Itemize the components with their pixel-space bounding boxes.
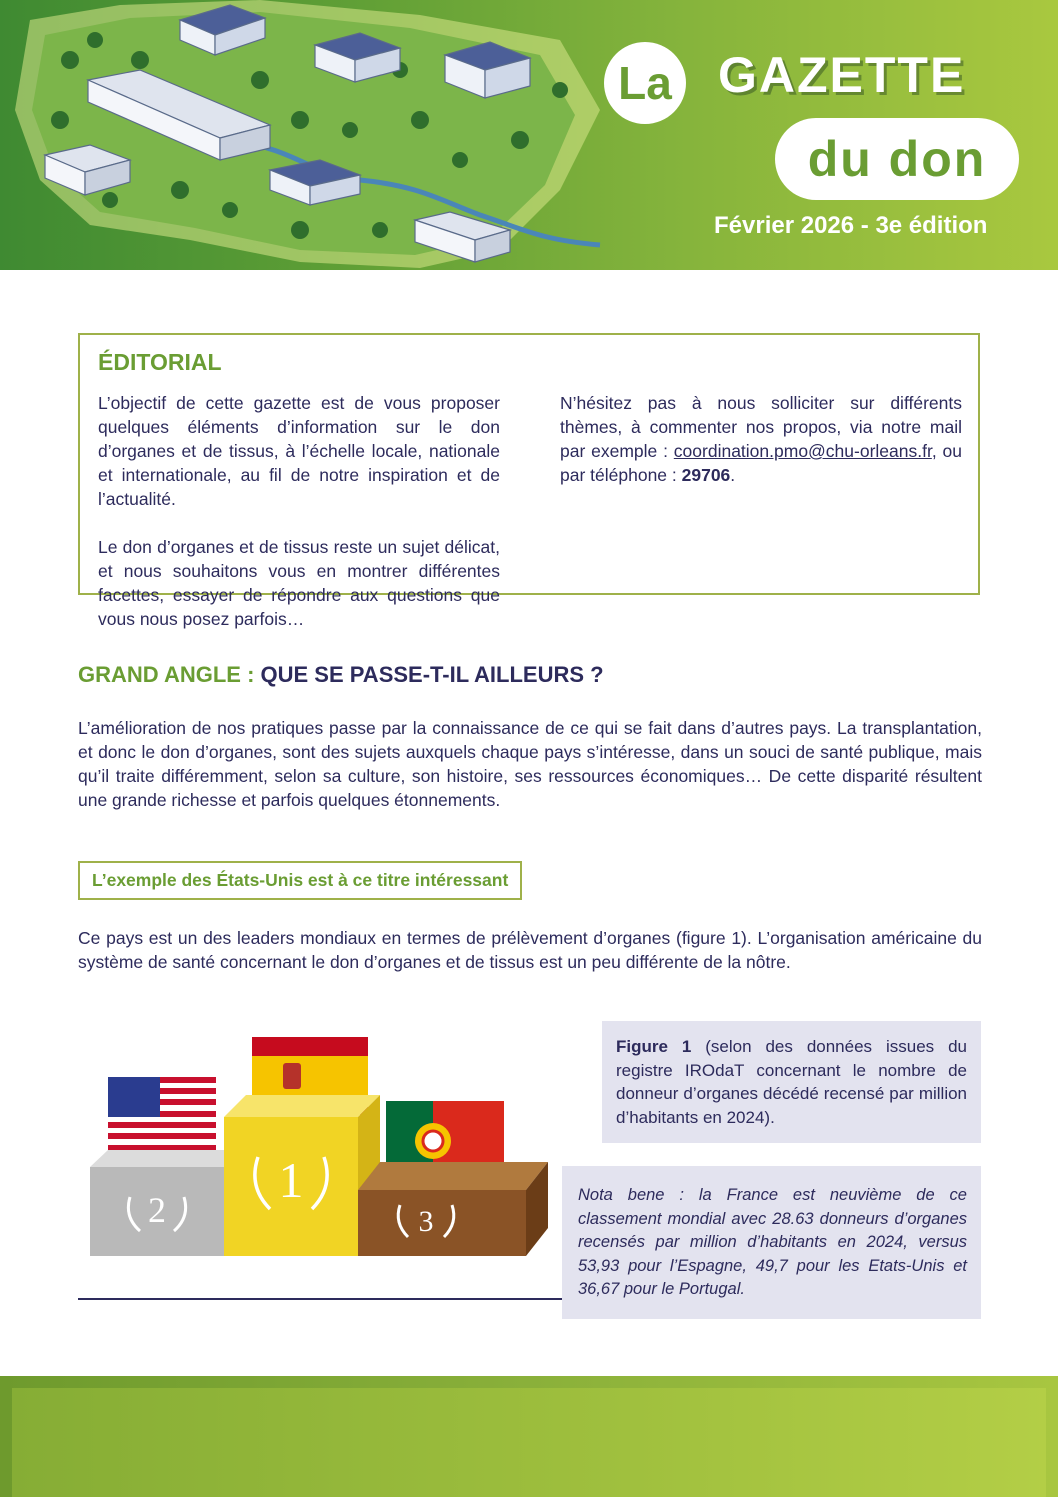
grand-angle-heading [78, 662, 604, 688]
podium-rank-first: 1 [278, 1152, 304, 1208]
usa-flag-icon [108, 1077, 216, 1151]
nota-bene-text: Nota bene : la France est neuvième de ce classement mondial avec 28.63 donneurs d’organes recensés par million d’habitants en 2024, versus 53,93 pour l’Espagne, 49,7 pour les Etats-Unis et 36,67 pour le Portugal. [578, 1186, 967, 1298]
editorial-phone-intro: , ou par téléphone : [560, 441, 962, 485]
phone-number: 29706 [681, 465, 731, 485]
podium-baseline-rule [78, 1298, 562, 1300]
header-banner [0, 0, 1058, 270]
editorial-end: . [730, 465, 736, 485]
editorial-column-left [98, 391, 500, 655]
nota-bene-box [562, 1166, 981, 1319]
editorial-contact-intro: N’hésitez pas à nous solliciter sur différents thèmes, à commenter nos propos, via notre mail par exemple : [560, 393, 962, 461]
figure-caption-text: (selon des données issues du registre IROdaT concernant le nombre de donneur d’organes décédé recensé par million d’habitants en 2024). [616, 1037, 967, 1127]
edition-date: Février 2026 - 3e édition [714, 212, 988, 239]
footer-band [0, 1376, 1058, 1497]
podium-first-place [224, 1095, 380, 1256]
hospital-map-illustration [0, 0, 700, 270]
editorial-paragraph-1: L’objectif de cette gazette est de vous proposer quelques éléments d’information sur le don d’organes et de tissus, à l’échelle locale, nationale et internationale, au fil de notre inspiration et de l’actualité. [98, 393, 500, 509]
usa-example-subheading: L’exemple des États-Unis est à ce titre intéressant [78, 861, 522, 900]
podium-rank-second: 2 [148, 1190, 166, 1230]
editorial-column-right [560, 391, 962, 511]
podium-rank-third: 3 [418, 1205, 434, 1238]
email-link[interactable]: coordination.pmo@chu-orleans.fr [673, 441, 932, 461]
podium-illustration [78, 1025, 558, 1303]
figure-caption-box [602, 1021, 981, 1143]
editorial-title: ÉDITORIAL [98, 349, 222, 375]
podium-second-place [90, 1150, 242, 1256]
podium-third-place [358, 1162, 548, 1256]
footer-inner-band [12, 1388, 1046, 1497]
logo-du-don-pill: du don [775, 118, 1019, 200]
grand-angle-label: GRAND ANGLE : [78, 662, 261, 687]
logo-la-circle: La [604, 42, 686, 124]
grand-angle-title: QUE SE PASSE-T-IL AILLEURS ? [260, 662, 604, 687]
editorial-paragraph-3 [560, 391, 962, 487]
logo-gazette-text: GAZETTE [718, 47, 966, 103]
editorial-paragraph-2: Le don d’organes et de tissus reste un sujet délicat, et nous souhaitons vous en montrer différentes facettes, essayer de répondre aux questions que vous nous posez parfois… [98, 537, 500, 629]
figure-label: Figure 1 [616, 1037, 692, 1056]
editorial-box [78, 333, 980, 629]
usa-example-paragraph: Ce pays est un des leaders mondiaux en termes de prélèvement d’organes (figure 1). L’organisation américaine du système de santé concernant le don d’organes et de tissus est un peu différente de la nôtre. [78, 928, 982, 972]
grand-angle-intro: L’amélioration de nos pratiques passe par la connaissance de ce qui se fait dans d’autres pays. La transplantation, et donc le don d’organes, sont des sujets auxquels chaque pays s’intéresse, dans un souci de santé publique, mais qu’il traite différemment, selon sa culture, son histoire, ses ressources économiques… De cette disparité résultent une grande richesse et parfois quelques étonnements. [78, 718, 982, 810]
